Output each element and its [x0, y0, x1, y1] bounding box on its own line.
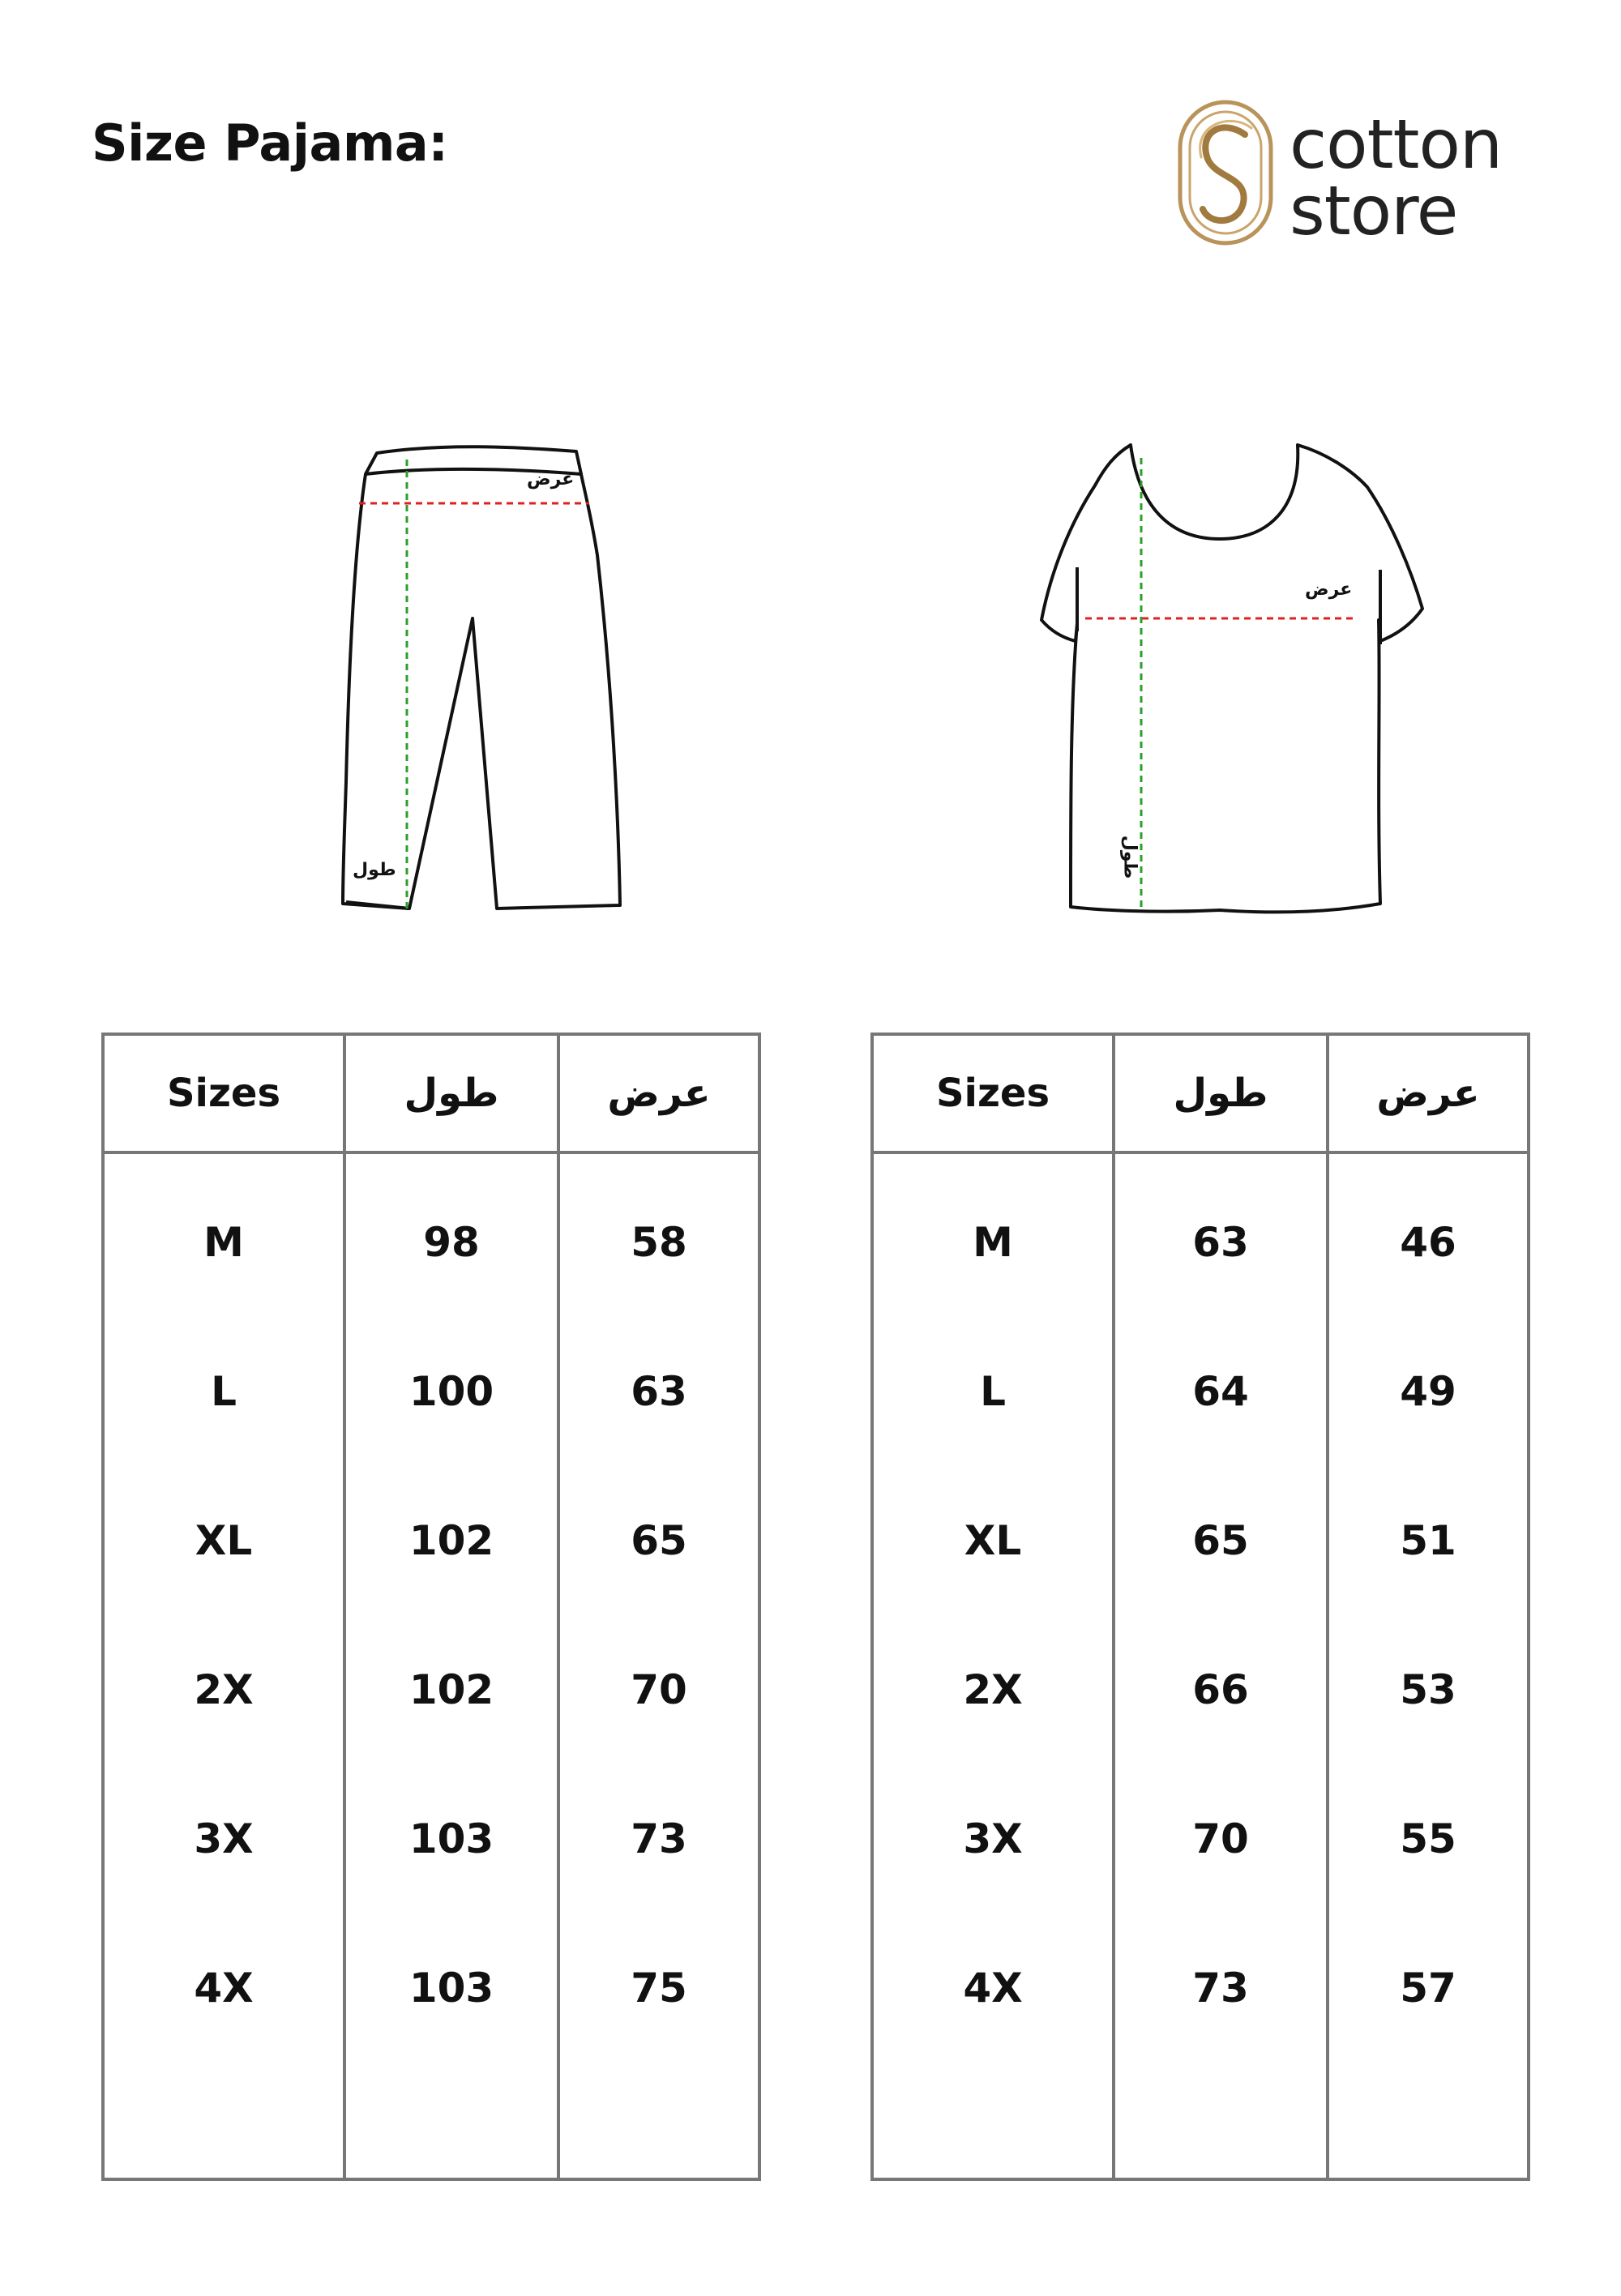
- brand-mark-icon: [1174, 96, 1279, 250]
- top-diagram: [1017, 434, 1431, 928]
- size-cell: 2X: [103, 1615, 344, 1764]
- header-width: عرض: [1328, 1034, 1529, 1152]
- pants-outline-illustration: [320, 442, 636, 916]
- length-cell: 70: [1114, 1764, 1328, 1913]
- width-cell: 63: [558, 1317, 759, 1466]
- empty-cell: [558, 2063, 759, 2179]
- size-cell: 3X: [103, 1764, 344, 1913]
- pants-diagram: [320, 442, 636, 916]
- table-row: [872, 1615, 1529, 1764]
- size-cell: M: [872, 1152, 1114, 1317]
- table-row: [872, 1764, 1529, 1913]
- brand-name-line2: store: [1290, 171, 1458, 250]
- empty-cell: [103, 2063, 344, 2179]
- width-cell: 53: [1328, 1615, 1529, 1764]
- header-length: طول: [1114, 1034, 1328, 1152]
- table-row: [872, 1466, 1529, 1615]
- width-cell: 73: [558, 1764, 759, 1913]
- length-cell: 64: [1114, 1317, 1328, 1466]
- length-cell: 66: [1114, 1615, 1328, 1764]
- length-cell: 103: [344, 1764, 558, 1913]
- size-cell: L: [872, 1317, 1114, 1466]
- length-cell: 103: [344, 1913, 558, 2063]
- top-length-label: طول: [1119, 835, 1140, 879]
- table-row: [872, 1152, 1529, 1317]
- top-size-table: [870, 1033, 1530, 2181]
- width-cell: 49: [1328, 1317, 1529, 1466]
- table-filler-row: [872, 2063, 1529, 2179]
- length-cell: 102: [344, 1615, 558, 1764]
- brand-name-line1: cotton: [1290, 105, 1503, 184]
- table-filler-row: [103, 2063, 759, 2179]
- length-cell: 100: [344, 1317, 558, 1466]
- length-cell: 102: [344, 1466, 558, 1615]
- width-cell: 57: [1328, 1913, 1529, 2063]
- top-outline-illustration: [1017, 434, 1431, 928]
- pants-width-label: عرض: [527, 469, 575, 490]
- table-row: [103, 1615, 759, 1764]
- header-sizes: Sizes: [103, 1034, 344, 1152]
- size-cell: 3X: [872, 1764, 1114, 1913]
- size-cell: 4X: [103, 1913, 344, 2063]
- length-cell: 63: [1114, 1152, 1328, 1317]
- header-sizes: Sizes: [872, 1034, 1114, 1152]
- empty-cell: [344, 2063, 558, 2179]
- brand-logo: [1174, 96, 1530, 250]
- top-width-label: عرض: [1305, 579, 1353, 600]
- table-row: [103, 1466, 759, 1615]
- size-cell: XL: [872, 1466, 1114, 1615]
- table-row: [103, 1317, 759, 1466]
- length-cell: 98: [344, 1152, 558, 1317]
- empty-cell: [1328, 2063, 1529, 2179]
- empty-cell: [872, 2063, 1114, 2179]
- empty-cell: [1114, 2063, 1328, 2179]
- width-cell: 70: [558, 1615, 759, 1764]
- table-header-row: [872, 1034, 1529, 1152]
- width-cell: 46: [1328, 1152, 1529, 1317]
- size-cell: L: [103, 1317, 344, 1466]
- size-cell: M: [103, 1152, 344, 1317]
- width-cell: 55: [1328, 1764, 1529, 1913]
- table-row: [872, 1913, 1529, 2063]
- page-title: Size Pajama:: [92, 113, 448, 173]
- size-cell: XL: [103, 1466, 344, 1615]
- size-cell: 2X: [872, 1615, 1114, 1764]
- size-cell: 4X: [872, 1913, 1114, 2063]
- pants-size-table: [101, 1033, 761, 2181]
- width-cell: 58: [558, 1152, 759, 1317]
- table-row: [103, 1152, 759, 1317]
- table-header-row: [103, 1034, 759, 1152]
- length-cell: 65: [1114, 1466, 1328, 1615]
- header-length: طول: [344, 1034, 558, 1152]
- length-cell: 73: [1114, 1913, 1328, 2063]
- width-cell: 65: [558, 1466, 759, 1615]
- width-cell: 51: [1328, 1466, 1529, 1615]
- header-width: عرض: [558, 1034, 759, 1152]
- table-row: [103, 1913, 759, 2063]
- table-row: [872, 1317, 1529, 1466]
- width-cell: 75: [558, 1913, 759, 2063]
- pants-length-label: طول: [353, 860, 396, 880]
- table-row: [103, 1764, 759, 1913]
